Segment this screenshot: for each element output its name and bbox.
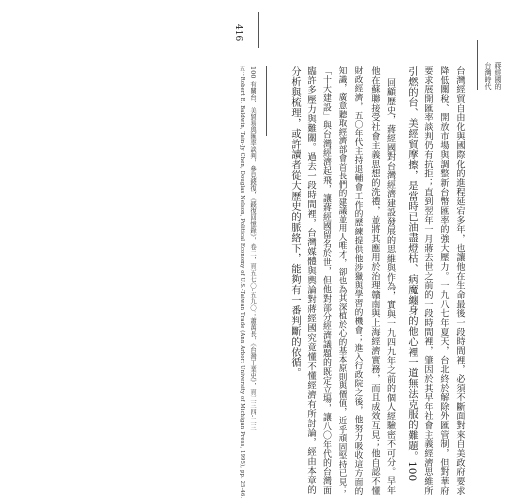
body-line-9: 「十大建設」與台灣經濟起飛，讓蔣經國留名於世，但他對部分經濟議題的既定立場，讓八〇年代的台灣面 [321,66,331,495]
body-line-6: 他在蘇聯接受社會主義思想的洗禮，並將其應用於治理贛南與上海經濟實務，而且成效互見；他自認不懂 [369,66,379,496]
running-head-divider [477,40,478,90]
footnote-line-2: 五；Robert E. Baldwin, Tain-Jy Chen, Douglas Nelson, Political Economy of U.S.-Taiwan Trade (Ann Arbor: University of Michigan Press, 1995), pp. 25-46. [239,66,245,499]
footnote-divider [266,66,267,136]
body-line-2: 降低關稅、開放市場與調整新台幣匯率的強大壓力。一九八七年夏天，台北終於解除外匯管制，但對華府 [438,66,448,496]
running-head-line-2: 台灣時代 [484,62,492,90]
body-line-11: 分析與梳理，或許讀者從大歷史的脈絡下，能夠有一番判斷的依循。 [289,66,300,378]
page-number: 416 [233,24,243,42]
body-line-10: 臨許多壓力與難關。過去一段時間裡，台灣媒體與輿論對蔣經國究竟懂不懂經濟有所討論，經由本章的 [305,66,316,495]
running-head-line-1: 蔣經國的 [494,62,502,90]
body-line-7: 財政經濟，五〇年代主持退輔會工作的歷練提供他涉獵與學習的機會；進入行政院之後，他努力吸收這方面的 [353,66,363,496]
body-line-1: 台灣經貿自由化與國際化的進程延宕多年，也讓他在生命最後一段時間裡，必須不斷面對來自美政府要求 [454,66,464,496]
page-number-rule [258,12,259,48]
body-line-5: 回顧歷史，蔣經國對台灣經濟建設發展的思維與作為，實與一九四九年之前的個人經驗密不可分。早年 [385,78,395,495]
body-line-3: 要求展開匯率談判仍有抗拒；直到翌年一月蔣去世之前的一段時間裡，肇因於其早年社會主義經濟思維所 [422,66,432,496]
body-line-8: 知識，廣意聽取經濟部會首長們的建議並用人唯才，卻也為其深植於心的基本原則與價值，近乎頑固堅持已見； [337,66,347,495]
body-line-4: 引燃的台、美經貿摩擦，是當時已油盡燈枯、病魔纏身的他心裡一道無法克服的難題。100 [406,66,417,482]
footnote-line-1: 100 有關台、美貿易與匯率談判，參見錢復，《錢復回憶錄》，卷二，頁五七〇-五九〇；蕭萬長，《台灣工業史》，頁二三四-二三 [249,66,256,431]
